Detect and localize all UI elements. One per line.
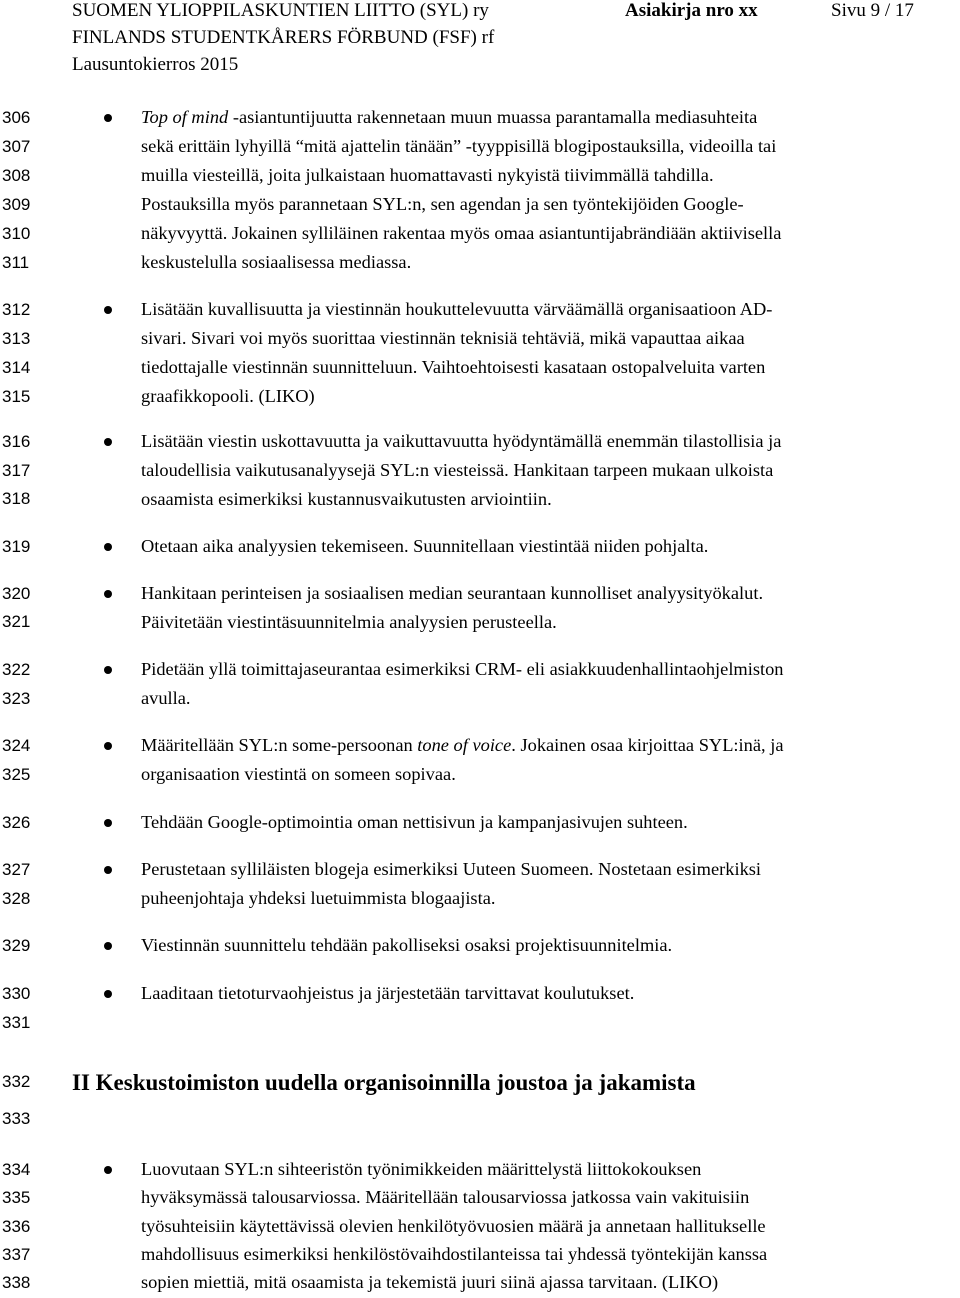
list-item: [141, 808, 958, 837]
bullet-icon: [104, 590, 112, 598]
list-item-line: Määritellään SYL:n some-persoonan tone of voice. Jokainen osaa kirjoittaa SYL:inä, ja: [141, 735, 784, 755]
line-number: 316: [2, 432, 31, 451]
line-number: 319: [2, 537, 31, 556]
bullet-icon: [104, 990, 112, 998]
header-org-sv: FINLANDS STUDENTKÅRERS FÖRBUND (FSF) rf: [72, 27, 495, 48]
list-item-line: Otetaan aika analyysien tekemiseen. Suunnitellaan viestintää niiden pohjalta.: [141, 536, 709, 556]
line-number: 307: [2, 137, 31, 156]
list-item-line: osaamista esimerkiksi kustannusvaikutusten arviointiin.: [141, 489, 552, 509]
list-item-line: Laaditaan tietoturvaohjeistus ja järjestetään tarvittavat koulutukset.: [141, 983, 635, 1003]
list-item-line: sopien miettiä, mitä osaamista ja tekemistä juuri siinä ajassa tarvitaan. (LIKO): [141, 1272, 719, 1293]
bullet-icon: [104, 666, 112, 674]
line-number: 313: [2, 329, 31, 348]
line-number: 311: [2, 253, 30, 272]
line-number: 317: [2, 461, 31, 480]
line-number: 312: [2, 300, 31, 319]
list-item-line: hyväksymässä talousarviossa. Määritellään talousarviossa jatkossa vain vakituisiin: [141, 1187, 750, 1208]
line-number: 331: [2, 1013, 31, 1032]
line-number: 308: [2, 166, 31, 185]
line-number: 326: [2, 813, 31, 832]
list-item-line: Hankitaan perinteisen ja sosiaalisen median seurantaan kunnolliset analyysityökalut.: [141, 583, 764, 603]
section-heading: II Keskustoimiston uudella organisoinnilla joustoa ja jakamista: [72, 1070, 696, 1095]
line-number: 323: [2, 689, 31, 708]
list-item-line: sivari. Sivari voi myös suorittaa viestinnän teknisiä tehtäviä, mikä vapauttaa aikaa: [141, 328, 745, 348]
line-number: 315: [2, 387, 31, 406]
line-number: 327: [2, 860, 31, 879]
header-doc-number: Asiakirja nro xx: [625, 0, 758, 21]
line-number: 334: [2, 1160, 31, 1179]
bullet-icon: [104, 819, 112, 827]
line-number: 314: [2, 358, 31, 377]
list-item: [141, 427, 958, 514]
bullet-icon: [104, 866, 112, 874]
line-number: 325: [2, 765, 31, 784]
list-item-line: sekä erittäin lyhyillä “mitä ajattelin tänään” -tyyppisillä blogipostauksilla, videoilla tai: [141, 136, 777, 156]
list-item: [141, 103, 958, 277]
list-item-line: näkyvyyttä. Jokainen sylliläinen rakentaa myös omaa asiantuntijabrändiään aktiivisella: [141, 223, 782, 243]
list-item: [141, 532, 958, 561]
list-item-line: Viestinnän suunnittelu tehdään pakolliseksi osaksi projektisuunnitelmia.: [141, 935, 673, 955]
line-number: 335: [2, 1188, 31, 1207]
list-item: [141, 1155, 958, 1296]
list-item-line: Luovutaan SYL:n sihteeristön työnimikkeiden määrittelystä liittokokouksen: [141, 1159, 702, 1179]
list-item-line: muilla viesteillä, joita julkaistaan huomattavasti nykyistä tiivimmällä tahdilla.: [141, 165, 714, 185]
bullet-icon: [104, 306, 112, 314]
list-item-line: Top of mind -asiantuntijuutta rakennetaan muun muassa parantamalla mediasuhteita: [141, 107, 758, 127]
list-item: [141, 579, 958, 637]
bullet-icon: [104, 438, 112, 446]
list-item-line: Perustetaan sylliläisten blogeja esimerkiksi Uuteen Suomeen. Nostetaan esimerkiksi: [141, 859, 762, 879]
list-item-line: avulla.: [141, 688, 191, 708]
list-item: [141, 295, 958, 411]
list-item: [141, 655, 958, 713]
line-number: 320: [2, 584, 31, 603]
emphasis-text: tone of voice: [417, 735, 512, 755]
emphasis-text: Top of mind: [141, 107, 229, 127]
list-item-line: organisaation viestintä on someen sopivaa.: [141, 764, 456, 784]
list-item-line: graafikkopooli. (LIKO): [141, 386, 315, 406]
line-number: 336: [2, 1217, 31, 1236]
list-item-line: tiedottajalle viestinnän suunnitteluun. Vaihtoehtoisesti kasataan ostopalveluita varten: [141, 357, 766, 377]
header-page-number: Sivu 9 / 17: [831, 0, 914, 21]
list-item-line: Pidetään yllä toimittajaseurantaa esimerkiksi CRM- eli asiakkuudenhallintaohjelmiston: [141, 659, 784, 679]
list-item-line: keskustelulla sosiaalisessa mediassa.: [141, 252, 412, 272]
line-number: 318: [2, 489, 31, 508]
line-number: 332: [2, 1072, 31, 1091]
list-item-line: taloudellisia vaikutusanalyysejä SYL:n viesteissä. Hankitaan tarpeen mukaan ulkoista: [141, 460, 774, 480]
list-item: [141, 931, 958, 960]
bullet-icon: [104, 114, 112, 122]
list-item-line: Postauksilla myös parannetaan SYL:n, sen agendan ja sen työntekijöiden Google-: [141, 194, 744, 214]
line-number: 310: [2, 224, 31, 243]
line-number: 322: [2, 660, 31, 679]
line-number: 329: [2, 936, 31, 955]
line-number: 328: [2, 889, 31, 908]
line-number: 309: [2, 195, 31, 214]
list-item: [141, 731, 958, 789]
line-number: 333: [2, 1109, 31, 1128]
line-number: 337: [2, 1245, 31, 1264]
header-round: Lausuntokierros 2015: [72, 54, 239, 75]
bullet-icon: [104, 942, 112, 950]
list-item-line: puheenjohtaja yhdeksi luetuimmista blogaajista.: [141, 888, 496, 908]
list-item-line: Päivitetään viestintäsuunnitelmia analyysien perusteella.: [141, 612, 557, 632]
list-item-line: Lisätään kuvallisuutta ja viestinnän houkuttelevuutta värväämällä organisaatioon AD-: [141, 299, 773, 319]
list-item-line: Tehdään Google-optimointia oman nettisivun ja kampanjasivujen suhteen.: [141, 812, 688, 832]
list-item-line: työsuhteisiin käytettävissä olevien henkilötyövuosien määrä ja annetaan hallitukselle: [141, 1215, 766, 1236]
line-number: 338: [2, 1273, 31, 1292]
list-item-line: mahdollisuus esimerkiksi henkilöstövaihdostilanteissa tai yhdessä työntekijän kanssa: [141, 1243, 768, 1264]
line-number: 324: [2, 736, 31, 755]
list-item: [141, 979, 958, 1008]
bullet-icon: [104, 1166, 112, 1174]
bullet-icon: [104, 543, 112, 551]
line-number: 306: [2, 108, 31, 127]
list-item-line: Lisätään viestin uskottavuutta ja vaikuttavuutta hyödyntämällä enemmän tilastollisia ja: [141, 431, 782, 451]
line-number: 321: [2, 612, 31, 631]
line-number: 330: [2, 984, 31, 1003]
list-item: [141, 855, 958, 913]
bullet-icon: [104, 742, 112, 750]
header-org-fi: SUOMEN YLIOPPILASKUNTIEN LIITTO (SYL) ry: [72, 0, 489, 21]
